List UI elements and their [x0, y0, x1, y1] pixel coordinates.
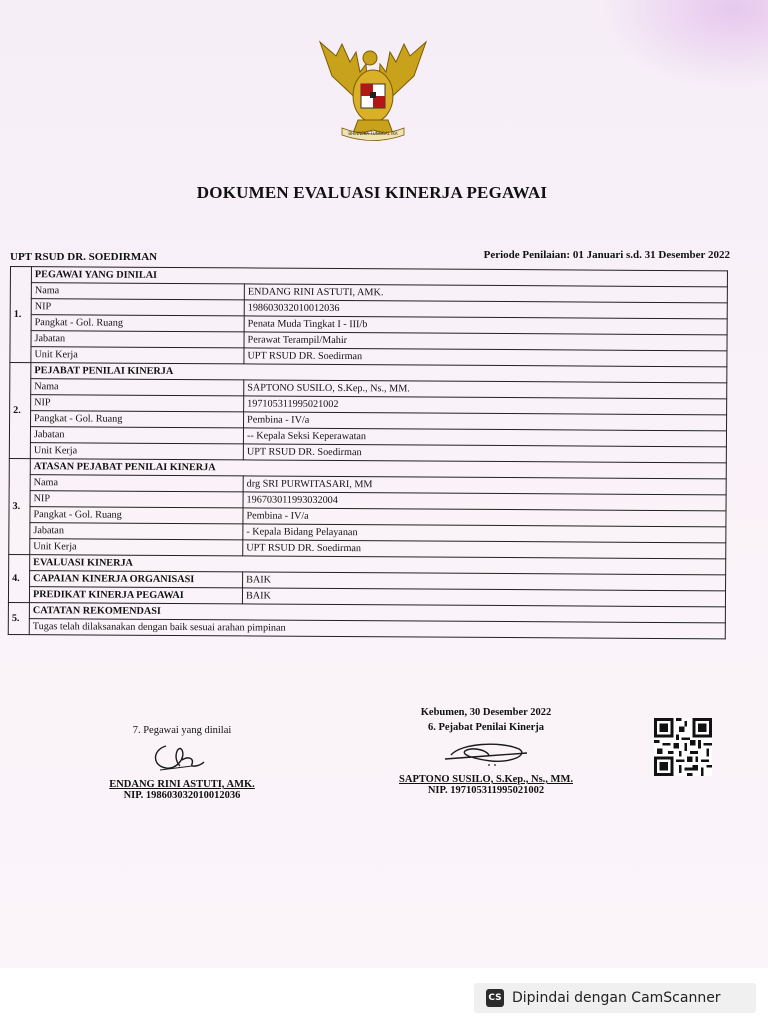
- field-value: UPT RSUD DR. Soedirman: [243, 444, 726, 463]
- field-label: PREDIKAT KINERJA PEGAWAI: [29, 587, 242, 604]
- field-value: 198603032010012036: [244, 300, 727, 319]
- field-label: Pangkat - Gol. Ruang: [31, 411, 244, 428]
- section-title: ATASAN PEJABAT PENILAI KINERJA: [30, 459, 726, 479]
- field-value: - Kepala Bidang Pelayanan: [243, 524, 726, 543]
- assessor-role: 6. Pejabat Penilai Kinerja: [427, 722, 545, 733]
- section-number: 4.: [8, 554, 29, 602]
- field-label: Nama: [30, 475, 243, 492]
- field-value: UPT RSUD DR. Soedirman: [244, 348, 727, 367]
- field-label: Unit Kerja: [30, 539, 243, 556]
- field-value: UPT RSUD DR. Soedirman: [243, 540, 726, 559]
- field-value: 196703011993032004: [243, 492, 726, 511]
- section-number: 2.: [9, 363, 31, 459]
- field-label: Nama: [31, 283, 244, 300]
- employee-role: 7. Pegawai yang dinilai: [132, 725, 232, 736]
- section-title: EVALUASI KINERJA: [30, 555, 726, 575]
- field-value: Pembina - IV/a: [243, 508, 726, 527]
- field-value: BAIK: [242, 588, 725, 607]
- employee-signature-block: [92, 725, 272, 801]
- field-label: CAPAIAN KINERJA ORGANISASI: [30, 571, 243, 588]
- camscanner-watermark: [474, 983, 756, 1013]
- assessor-name: SAPTONO SUSILO, S.Kep., Ns., MM.: [399, 774, 573, 785]
- field-label: Jabatan: [30, 427, 243, 444]
- field-value: SAPTONO SUSILO, S.Kep., Ns., MM.: [244, 380, 727, 399]
- field-value: BAIK: [243, 572, 726, 591]
- field-label: NIP: [31, 299, 244, 316]
- recommendation-note: Tugas telah dilaksanakan dengan baik sesuai arahan pimpinan: [29, 619, 725, 639]
- field-label: Unit Kerja: [31, 347, 244, 364]
- field-value: Penata Muda Tingkat I - III/b: [244, 316, 727, 335]
- field-value: 197105311995021002: [244, 396, 727, 415]
- place-date: Kebumen, 30 Desember 2022: [420, 707, 552, 718]
- garuda-emblem-icon: [312, 36, 434, 144]
- field-value: drg SRI PURWITASARI, MM: [243, 476, 726, 495]
- section-title: CATATAN REKOMENDASI: [29, 603, 725, 623]
- emblem-motto: BHINNEKA TUNGGAL IKA: [348, 131, 398, 136]
- assessor-signature: [431, 733, 541, 771]
- field-label: Jabatan: [30, 523, 243, 540]
- section-number: 5.: [8, 602, 29, 634]
- field-label: Pangkat - Gol. Ruang: [31, 315, 244, 332]
- camscanner-icon: CS: [486, 989, 504, 1007]
- field-value: Perawat Terampil/Mahir: [244, 332, 727, 351]
- watermark-text: Dipindai dengan CamScanner: [512, 990, 721, 1006]
- section-title: PEJABAT PENILAI KINERJA: [31, 363, 727, 383]
- assessment-period: Periode Penilaian: 01 Januari s.d. 31 Desember 2022: [483, 249, 730, 261]
- field-label: Unit Kerja: [30, 443, 243, 460]
- qr-code-icon: [651, 718, 715, 776]
- section-title: PEGAWAI YANG DINILAI: [31, 267, 727, 287]
- field-label: NIP: [30, 491, 243, 508]
- table-row: [8, 618, 725, 638]
- field-label: Pangkat - Gol. Ruang: [30, 507, 243, 524]
- employee-signature: [142, 736, 222, 776]
- field-value: ENDANG RINI ASTUTI, AMK.: [244, 284, 727, 303]
- assessor-nip: NIP. 197105311995021002: [427, 785, 545, 796]
- section-number: 1.: [10, 267, 32, 363]
- document-title: DOKUMEN EVALUASI KINERJA PEGAWAI: [196, 183, 548, 202]
- field-value: -- Kepala Seksi Keperawatan: [243, 428, 726, 447]
- evaluation-table: [8, 266, 728, 639]
- assessor-signature-block: [376, 707, 596, 796]
- field-label: NIP: [31, 395, 244, 412]
- field-value: Pembina - IV/a: [244, 412, 727, 431]
- employee-nip: NIP. 198603032010012036: [123, 790, 241, 801]
- section-number: 3.: [9, 458, 31, 554]
- employee-name: ENDANG RINI ASTUTI, AMK.: [109, 779, 255, 790]
- field-label: Jabatan: [31, 331, 244, 348]
- unit-name: UPT RSUD DR. SOEDIRMAN: [10, 251, 158, 263]
- field-label: Nama: [31, 379, 244, 396]
